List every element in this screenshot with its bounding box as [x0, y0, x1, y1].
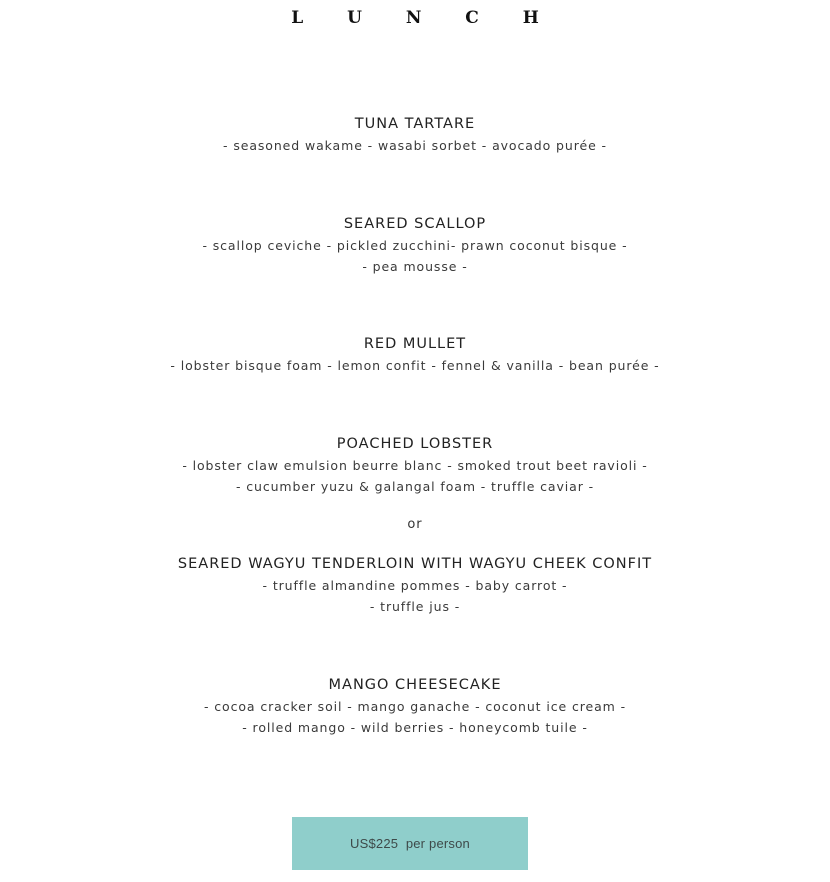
- dish-description-poached-lobster-line-2: - cucumber yuzu & galangal foam - truffle caviar -: [235, 479, 595, 494]
- price-label: US$225 per person: [350, 836, 470, 851]
- dish-description-seared-scallop-line-2: - pea mousse -: [362, 259, 468, 274]
- or-separator: or: [407, 517, 423, 532]
- dish-name-tuna-tartare: TUNA TARTARE: [354, 116, 476, 132]
- menu-title: L U N C H: [291, 8, 558, 28]
- dish-description-red-mullet: - lobster bisque foam - lemon confit - fennel & vanilla - bean purée -: [170, 358, 660, 373]
- dish-description-seared-wagyu-line-1: - truffle almandine pommes - baby carrot -: [262, 578, 568, 593]
- dish-description-seared-wagyu-line-2: - truffle jus -: [369, 599, 461, 614]
- dish-description-tuna-tartare: - seasoned wakame - wasabi sorbet - avocado purée -: [223, 138, 607, 153]
- dish-description-poached-lobster-line-1: - lobster claw emulsion beurre blanc - smoked trout beet ravioli -: [182, 458, 648, 473]
- dish-name-red-mullet: RED MULLET: [363, 336, 467, 352]
- price-box: [292, 817, 528, 870]
- dish-name-poached-lobster: POACHED LOBSTER: [336, 436, 494, 452]
- dish-description-mango-cheesecake-line-2: - rolled mango - wild berries - honeycomb tuile -: [242, 720, 588, 735]
- dish-description-mango-cheesecake-line-1: - cocoa cracker soil - mango ganache - coconut ice cream -: [203, 699, 626, 714]
- dish-description-seared-scallop-line-1: - scallop ceviche - pickled zucchini- prawn coconut bisque -: [202, 238, 628, 253]
- dish-name-seared-wagyu: SEARED WAGYU TENDERLOIN WITH WAGYU CHEEK CONFIT: [177, 556, 653, 572]
- dish-name-mango-cheesecake: MANGO CHEESECAKE: [328, 677, 502, 693]
- dish-name-seared-scallop: SEARED SCALLOP: [343, 216, 487, 232]
